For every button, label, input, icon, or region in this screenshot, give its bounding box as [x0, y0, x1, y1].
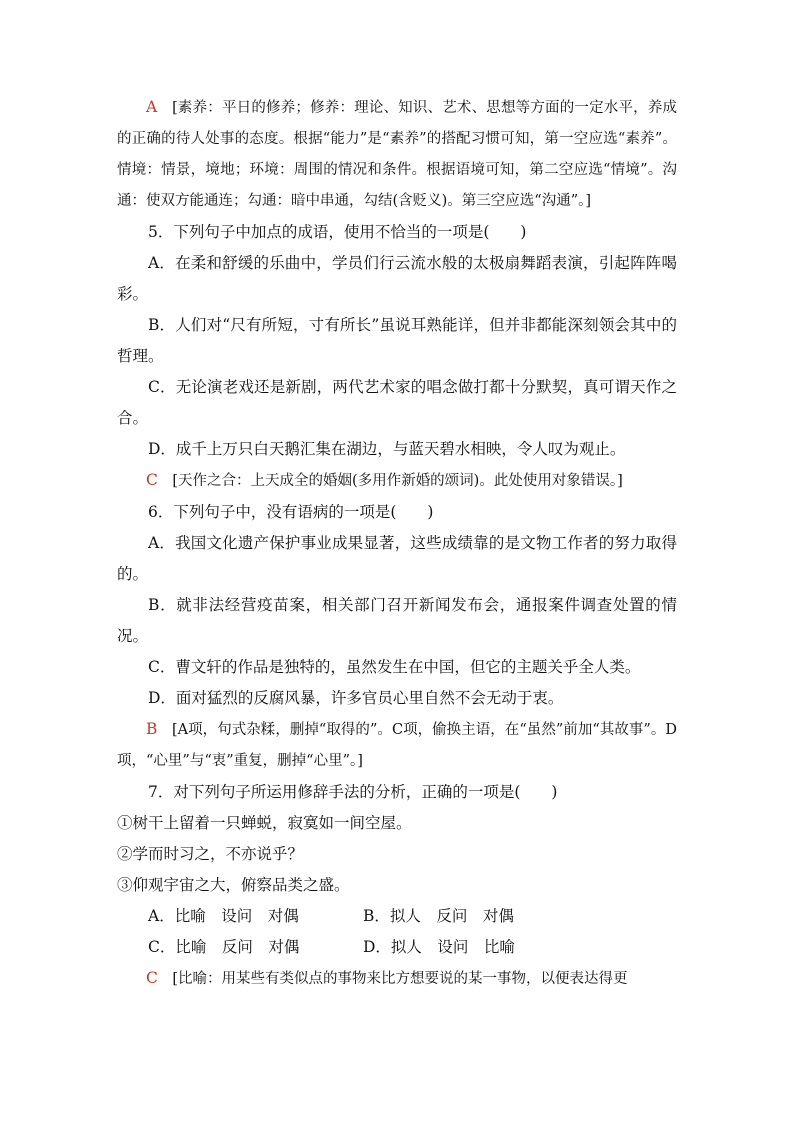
document-body [117, 92, 677, 995]
question-5-option-c: C．无论演老戏还是新剧，两代艺术家的唱念做打都十分默契，真可谓天作之合。 [117, 378, 677, 427]
question-7-sentence-1: ①树干上留着一只蝉蜕，寂寞如一间空屋。 [117, 814, 412, 832]
question-5-option-d: D．成千上万只白天鹅汇集在湖边，与蓝天碧水相映，令人叹为观止。 [148, 440, 626, 458]
answer-explanation-4 [117, 92, 677, 217]
question-7-sentence-2: ②学而时习之，不亦说乎？ [117, 845, 304, 863]
question-7-option-a: A．比喻 设问 对偶 [148, 907, 299, 925]
question-6-option-c: C．曹文轩的作品是独特的，虽然发生在中国，但它的主题关乎全人类。 [148, 658, 641, 676]
question-7-options-row-1 [117, 901, 677, 932]
answer-explanation-7 [117, 963, 677, 995]
answer-letter: A [146, 98, 158, 116]
answer-letter: C [146, 969, 158, 987]
question-7-option-c: C．比喻 反问 对偶 [148, 938, 300, 956]
question-7-option-b: B．拟人 反问 对偶 [363, 907, 514, 925]
answer-text: [比喻：用某些有类似点的事物来比方想要说的某一事物，以便表达得更 [172, 971, 628, 987]
question-7-stem: 7．对下列句子所运用修辞手法的分析，正确的一项是( ) [148, 783, 558, 801]
question-5-stem: 5．下列句子中加点的成语，使用不恰当的一项是( ) [148, 223, 527, 241]
answer-letter: C [146, 471, 158, 489]
question-7-options-row-2 [117, 932, 677, 963]
question-5-option-b: B．人们对“尺有所短，寸有所长”虽说耳熟能详，但并非都能深刻领会其中的哲理。 [117, 316, 677, 365]
question-6-option-d: D．面对猛烈的反腐风暴，许多官员心里自然不会无动于衷。 [148, 689, 564, 707]
answer-text: [素养：平日的修养；修养：理论、知识、艺术、思想等方面的一定水平，养成的正确的待人处事的态度。根据“能力”是“素养”的搭配习惯可知，第一空应选“素养”。情境：情景，境地；环境：周围的情况和条件。根据语境可知，第二空应选“情境”。沟通：使双方能通连；勾通：暗中串通，勾结(含贬义)。第三空应选“沟通”。] [117, 100, 678, 209]
question-7-option-d: D．拟人 设问 比喻 [363, 938, 515, 956]
answer-explanation-6 [117, 714, 677, 777]
question-5-option-a: A．在柔和舒缓的乐曲中，学员们行云流水般的太极扇舞蹈表演，引起阵阵喝彩。 [117, 254, 677, 303]
answer-text: [天作之合：上天成全的婚姻(多用作新婚的颂词)。此处使用对象错误。] [172, 473, 623, 489]
question-6-option-b: B．就非法经营疫苗案，相关部门召开新闻发布会，通报案件调查处置的情况。 [117, 596, 677, 645]
answer-letter: B [146, 720, 158, 738]
answer-text: [A项，句式杂糅，删掉“取得的”。C项，偷换主语，在“虽然”前加“其故事”。D项，“心里”与“衷”重复，删掉“心里”。] [117, 722, 678, 769]
question-6-option-a: A．我国文化遗产保护事业成果显著，这些成绩靠的是文物工作者的努力取得的。 [117, 534, 677, 583]
answer-explanation-5 [117, 465, 677, 497]
question-7-sentence-3: ③仰观宇宙之大，俯察品类之盛。 [117, 876, 350, 894]
question-6-stem: 6．下列句子中，没有语病的一项是( ) [148, 503, 434, 521]
